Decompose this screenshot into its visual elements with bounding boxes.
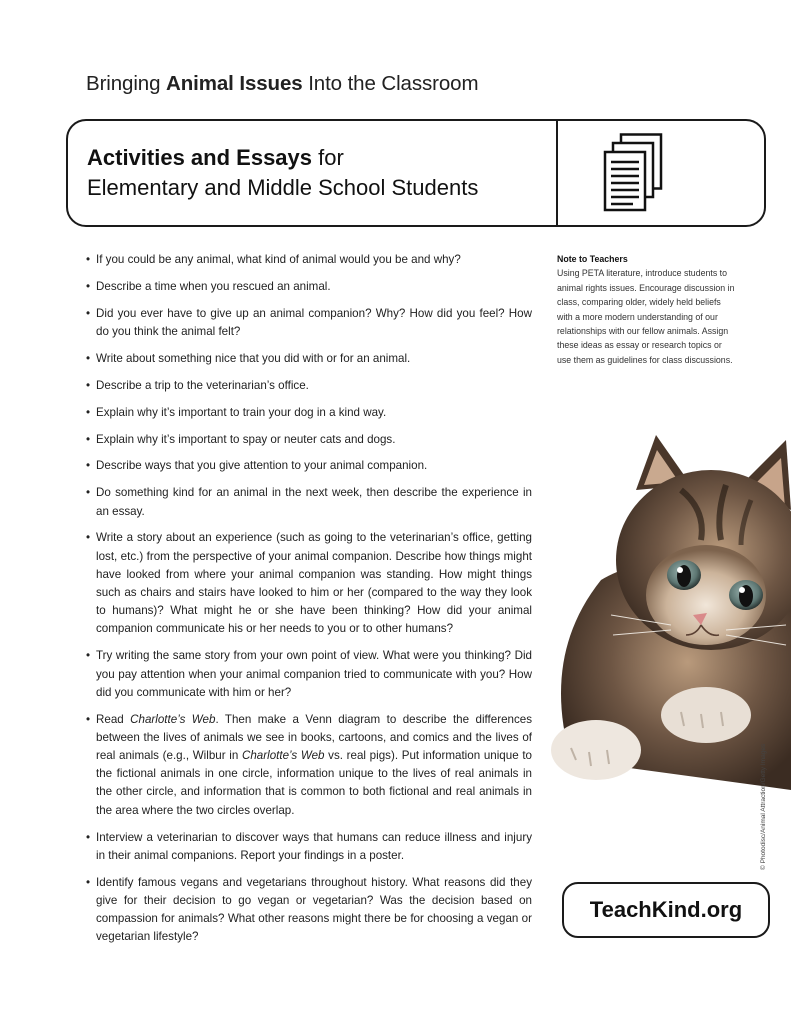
activity-item: • Read Charlotte’s Web. Then make a Venn diagram to describe the differences between the lives of animals we see in books, cartoons, and comics and the lives of real animals (e.g., Wilbur in Charlotte’s Web vs. real pigs). Put information unique to the fictional animals in one circle, information unique to the lives of real animals in the other circle, and information that is common to both fictional and real animals in the area where the two circles overlap.: [86, 711, 532, 820]
header-title: Activities and Essays for: [87, 145, 344, 170]
activity-item: • Identify famous vegans and vegetarians throughout history. What reasons did they give for their decision to go vegan or vegetarian? Was the decision based on compassion for animals? What other reasons might there be for choosing a vegan or vegetarian lifestyle?: [86, 874, 532, 947]
note-body: Using PETA literature, introduce students to animal rights issues. Encourage discussion in class, comparing older, widely held beliefs with a more modern understanding of our relationships with our fellow animals. Assign these ideas as essay or research topics or use them as guidelines for class discussions.: [557, 268, 735, 365]
note-to-teachers: [557, 252, 737, 367]
series-title: Bringing Animal Issues Into the Classroom: [86, 72, 479, 95]
header-subtitle: Elementary and Middle School Students: [87, 175, 479, 200]
document-stack-icon: [603, 133, 663, 215]
activity-item: • Describe a trip to the veterinarian’s office.: [86, 377, 532, 395]
photo-credit: © Photodisc/Animal Attraction/Getty Images: [760, 743, 767, 870]
activity-item: • Interview a veterinarian to discover ways that humans can reduce illness and injury in their animal companions. Report your findings in a poster.: [86, 829, 532, 865]
activity-item: • If you could be any animal, what kind of animal would you be and why?: [86, 251, 532, 269]
activity-item: • Do something kind for an animal in the next week, then describe the experience in an essay.: [86, 484, 532, 520]
activity-list: [86, 251, 532, 955]
activity-item: • Write about something nice that you did with or for an animal.: [86, 350, 532, 368]
header-divider: [556, 121, 558, 225]
activity-item: • Explain why it’s important to train your dog in a kind way.: [86, 404, 532, 422]
activity-item: • Write a story about an experience (such as going to the veterinarian’s office, getting lost, etc.) from the perspective of your animal companion. Describe how things might have looked from where your animal companion was standing. How might things such as chairs and stairs have looked to him or her (compared to the way they look to humans)? What might he or she have been thinking? How did your animal companion communicate his or her needs to you or to other humans?: [86, 529, 532, 638]
kitten-photo: [541, 430, 791, 790]
activity-item: • Explain why it’s important to spay or neuter cats and dogs.: [86, 431, 532, 449]
activity-item: • Try writing the same story from your own point of view. What were you thinking? Did you pay attention when your animal companion tried to communicate with you? How did you communicate with him or her?: [86, 647, 532, 702]
activity-item: • Describe ways that you give attention to your animal companion.: [86, 457, 532, 475]
note-title: Note to Teachers: [557, 254, 628, 264]
header-box: [66, 119, 766, 227]
activity-item: • Did you ever have to give up an animal companion? Why? How did you feel? How do you think the animal felt?: [86, 305, 532, 341]
teachkind-logo: TeachKind.org: [562, 882, 770, 938]
activity-item: • Describe a time when you rescued an animal.: [86, 278, 532, 296]
